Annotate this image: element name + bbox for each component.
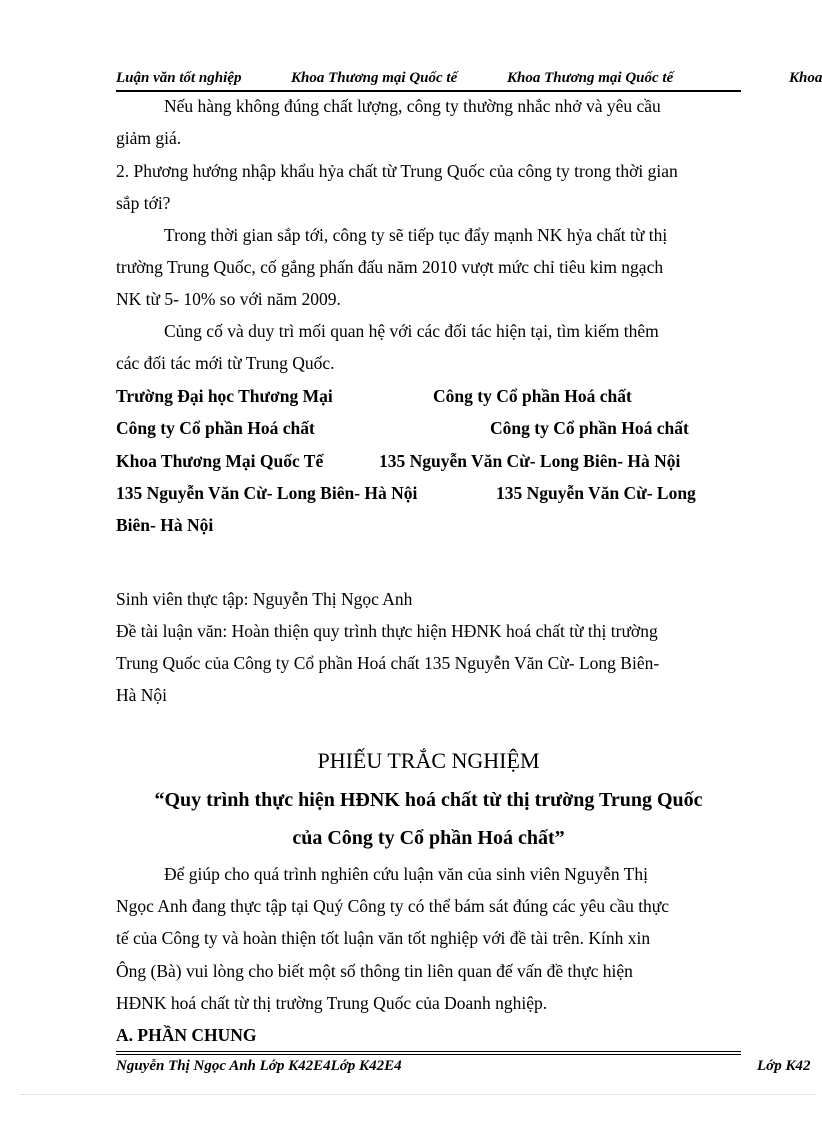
intro-line5: HĐNK hoá chất từ thị trường Trung Quốc của Doanh nghiệp. [116, 993, 548, 1013]
p2-line3: NK từ 5- 10% so với năm 2009. [116, 289, 341, 309]
survey-subtitle-line2: của Công ty Cổ phần Hoá chất” [292, 827, 565, 849]
footer-rule-bottom [116, 1054, 741, 1055]
p2-line1: Trong thời gian sắp tới, công ty sẽ tiếp tục đẩy mạnh NK hỷa chất từ thị [164, 225, 668, 245]
footer-rule-top [116, 1051, 741, 1052]
footer-right: Lớp K42 [757, 1058, 811, 1074]
p1-line1: Nếu hàng không đúng chất lượng, công ty thường nhắc nhở và yêu cầu [164, 96, 661, 116]
q2-line2: sắp tới? [116, 193, 171, 213]
survey-subtitle-line1: “Quy trình thực hiện HĐNK hoá chất từ thị trường Trung Quốc [154, 789, 703, 811]
q2-line1: 2. Phương hướng nhập khẩu hỷa chất từ Trung Quốc của công ty trong thời gian [116, 161, 678, 181]
header-center-2: Khoa Thương mại Quốc tế [507, 70, 674, 86]
letterhead-university: Trường Đại học Thương Mại [116, 386, 333, 406]
letterhead-address-1: 135 Nguyễn Văn Cừ- Long Biên- Hà Nội [379, 451, 681, 471]
header-rule [116, 90, 741, 92]
intro-line1: Để giúp cho quá trình nghiên cứu luận văn của sinh viên Nguyễn Thị [164, 864, 648, 884]
intro-line3: tế của Công ty và hoàn thiện tốt luận văn tốt nghiệp với đề tài trên. Kính xin [116, 928, 651, 948]
header-right: Khoa [789, 70, 822, 86]
topic-line3: Hà Nội [116, 685, 168, 705]
intro-line4: Ông (Bà) vui lòng cho biết một số thông tin liên quan đế vấn đề thực hiện [116, 961, 633, 981]
letterhead-company-1: Công ty Cổ phần Hoá chất [433, 386, 632, 406]
letterhead-address-3-cont: Biên- Hà Nội [116, 515, 214, 535]
p3-line1: Củng cố và duy trì mối quan hệ với các đối tác hiện tại, tìm kiếm thêm [164, 321, 659, 341]
p3-line2: các đối tác mới từ Trung Quốc. [116, 353, 335, 373]
letterhead-faculty: Khoa Thương Mại Quốc Tế [116, 451, 324, 471]
letterhead-address-3: 135 Nguyễn Văn Cừ- Long [496, 483, 696, 503]
topic-line1: Đề tài luận văn: Hoàn thiện quy trình thực hiện HĐNK hoá chất từ thị trường [116, 621, 658, 641]
letterhead-company-2: Công ty Cổ phần Hoá chất [116, 418, 315, 438]
page-bottom-dotted-line [20, 1094, 816, 1095]
letterhead-company-3: Công ty Cổ phần Hoá chất [490, 418, 689, 438]
survey-title: PHIẾU TRẮC NGHIỆM [317, 748, 540, 773]
student-name: Sinh viên thực tập: Nguyễn Thị Ngọc Anh [116, 589, 413, 609]
footer-left: Nguyễn Thị Ngọc Anh Lớp K42E4Lớp K42E4 [116, 1058, 402, 1074]
p1-line2: giảm giá. [116, 128, 182, 148]
header-left: Luận văn tốt nghiệp [116, 70, 242, 86]
section-a-heading: A. PHẦN CHUNG [116, 1025, 257, 1045]
header-center-1: Khoa Thương mại Quốc tế [291, 70, 458, 86]
intro-line2: Ngọc Anh đang thực tập tại Quý Công ty có thể bám sát đúng các yêu cầu thực [116, 896, 670, 916]
topic-line2: Trung Quốc của Công ty Cổ phần Hoá chất 135 Nguyễn Văn Cừ- Long Biên- [116, 653, 660, 673]
letterhead-address-2: 135 Nguyễn Văn Cừ- Long Biên- Hà Nội [116, 483, 418, 503]
p2-line2: trường Trung Quốc, cố gắng phấn đấu năm 2010 vượt mức chỉ tiêu kim ngạch [116, 257, 664, 277]
